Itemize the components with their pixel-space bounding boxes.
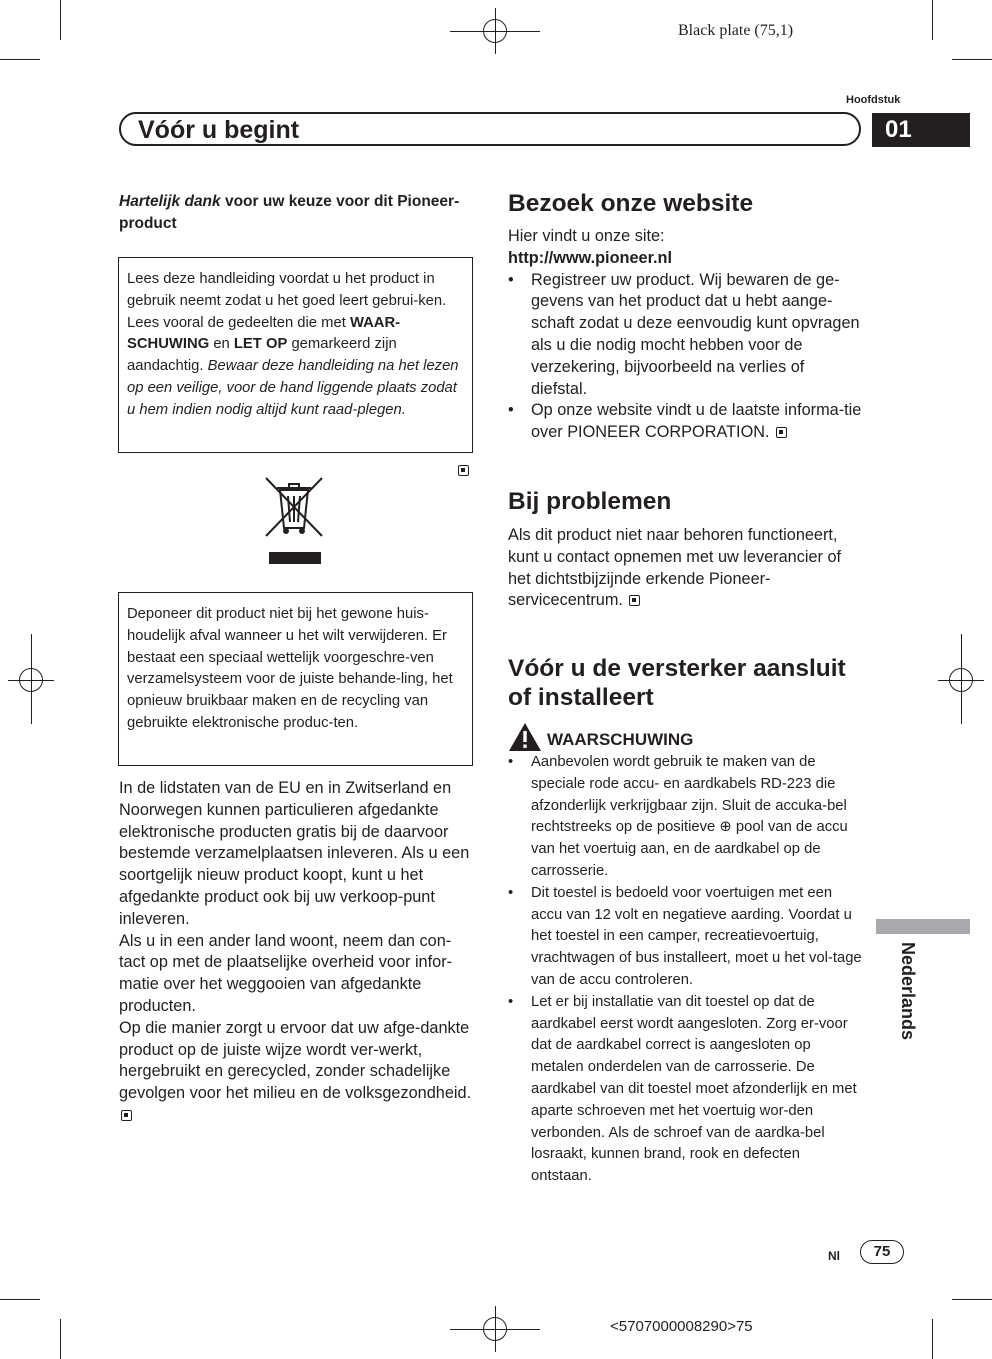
registration-circle [19,668,43,692]
thanks-italic: Hartelijk dank [119,193,221,210]
disposal-box: Deponeer dit product niet bij het gewone huis-houdelijk afval wanneer u het wilt verwijderen. Er bestaat een speciaal wettelijk voorgeschre-ven verzamelsysteem voor de juiste behande-ling, het opnieuw bruikbaar maken en de recycling van gebruikte elektronische produc-ten. [118,592,473,766]
weee-crossed-bin-icon [262,474,326,566]
disposal-paragraph-text: Op die manier zorgt u ervoor dat uw afge-dankte product op de juiste wijze wordt ver-werkt, hergebruikt en gerecycled, zonder schadelijke gevolgen voor het milieu en de volksgezondheid. [119,1018,472,1103]
website-heading: Bezoek onze website [508,190,754,217]
warning-triangle-icon [508,722,542,752]
thanks-heading [119,191,473,235]
crop-mark [932,0,933,40]
print-code: <5707000008290>75 [610,1318,753,1335]
notice-warning-term: WAAR-SCHUWING [127,314,401,353]
end-mark-icon [458,465,469,476]
problems-text [508,525,864,612]
problems-text-body: Als dit product niet naar behoren functioneert, kunt u contact opnemen met uw leverancier of het dichtstbijzijnde erkende Pioneer-servicecentrum. [508,526,842,610]
list-item: • Dit toestel is bedoeld voor voertuigen met een accu van 12 volt en negatieve aarding. Voordat u het toestel in een camper, recreatievoertuig, vrachtwagen of bus installeert, moet u het vol-tage van de accu controleren. [508,883,864,992]
website-intro: Hier vindt u onze site: [508,227,665,245]
notice-text: Lees deze handleiding voordat u het product in gebruik neemt zodat u het goed leert gebrui-ken. Lees vooral de gedeelten die met [127,271,447,331]
registration-circle [483,1317,507,1341]
list-item-text: Op onze website vindt u de laatste informa-tie over PIONEER CORPORATION. [531,401,862,442]
chapter-label: Hoofdstuk [846,94,901,106]
list-item: • Aanbevolen wordt gebruik te maken van de speciale rode accu- en aardkabels RD-223 die afzonderlijk verkrijgbaar zijn. Sluit de accuka-bel rechtstreeks op de positieve ⊕ pool van de accu van het voertuig aan, en de aardkabel op de carrosserie. [508,752,864,883]
list-item: • Let er bij installatie van dit toestel op dat de aardkabel eerst wordt aangesloten. Zorg er-voor dat de aardkabel correct is aangesloten op metalen onderdelen van de carrosserie. De aardkabel van dit toestel moet afzonderlijk en met aparte schroeven met het voertuig wor-den verbonden. Als de schroef van de aardka-bel losraakt, kunnen brand, rook en defecten ontstaan. [508,992,864,1188]
list-item [508,400,864,444]
disposal-paragraph: In de lidstaten van de EU en in Zwitserland en Noorwegen kunnen particulieren afgedankte elektronische producten gratis bij de daarvoor bestemde verzamelplaatsen inleveren. Als u een soortgelijk nieuw product koopt, kunt u het afgedankte product ook bij uw verkoop-punt inleveren. [119,779,470,928]
end-mark-icon [776,427,787,438]
amplifier-section [508,654,864,1188]
notice-text: en [209,336,234,353]
disposal-paragraph [119,1018,473,1127]
warning-list [508,752,864,1188]
crop-mark [952,1299,992,1300]
problems-heading: Bij problemen [508,488,672,515]
crop-mark [0,59,40,60]
crop-mark [0,1299,40,1300]
notice-caution-term: LET OP [233,336,288,353]
chapter-number: 01 [872,113,970,147]
crop-mark [60,1319,61,1359]
notice-italic: Bewaar deze handleiding na het lezen op een veilige, voor de hand liggende plaats zodat u hem indien nodig altijd kunt raad-plegen. [127,358,459,418]
problems-section [508,487,864,612]
warning-header [508,722,864,752]
notice-box [118,257,473,453]
website-url[interactable]: http://www.pioneer.nl [508,248,673,267]
language-label: Nederlands [898,942,918,1041]
registration-circle [949,668,973,692]
end-mark-icon [121,1110,132,1121]
registration-circle [483,19,507,43]
page-number: 75 [860,1240,904,1264]
end-mark-icon [629,595,640,606]
warning-label: WAARSCHUWING [547,730,694,749]
disposal-paragraph: Als u in een ander land woont, neem dan con-tact op met de plaatselijke overheid voor infor-matie over het weggooien van afgedankte producten. [119,931,453,1015]
disposal-text [119,778,473,1127]
crop-mark [952,59,992,60]
thanks-rest: voor uw keuze voor dit Pioneer-product [119,193,460,232]
crop-mark [932,1319,933,1359]
plate-label: Black plate (75,1) [678,22,794,39]
website-section [508,189,864,444]
chapter-title: Vóór u begint [138,116,300,144]
chapter-title-bar [119,112,861,146]
notice-text: gemarkeerd zijn aandachtig. [127,336,397,375]
language-tab [876,919,970,934]
language-code: Nl [828,1249,840,1263]
amplifier-heading: Vóór u de versterker aansluit of installeert [508,655,846,711]
website-list [508,270,864,444]
list-item: • Registreer uw product. Wij bewaren de ge-gevens van het product dat u hebt aange-schaft zodat u deze eenvoudig kunt opvragen als u die nodig mocht hebben voor de verzekering, bijvoorbeeld na verlies of diefstal. [508,270,864,401]
crop-mark [60,0,61,40]
